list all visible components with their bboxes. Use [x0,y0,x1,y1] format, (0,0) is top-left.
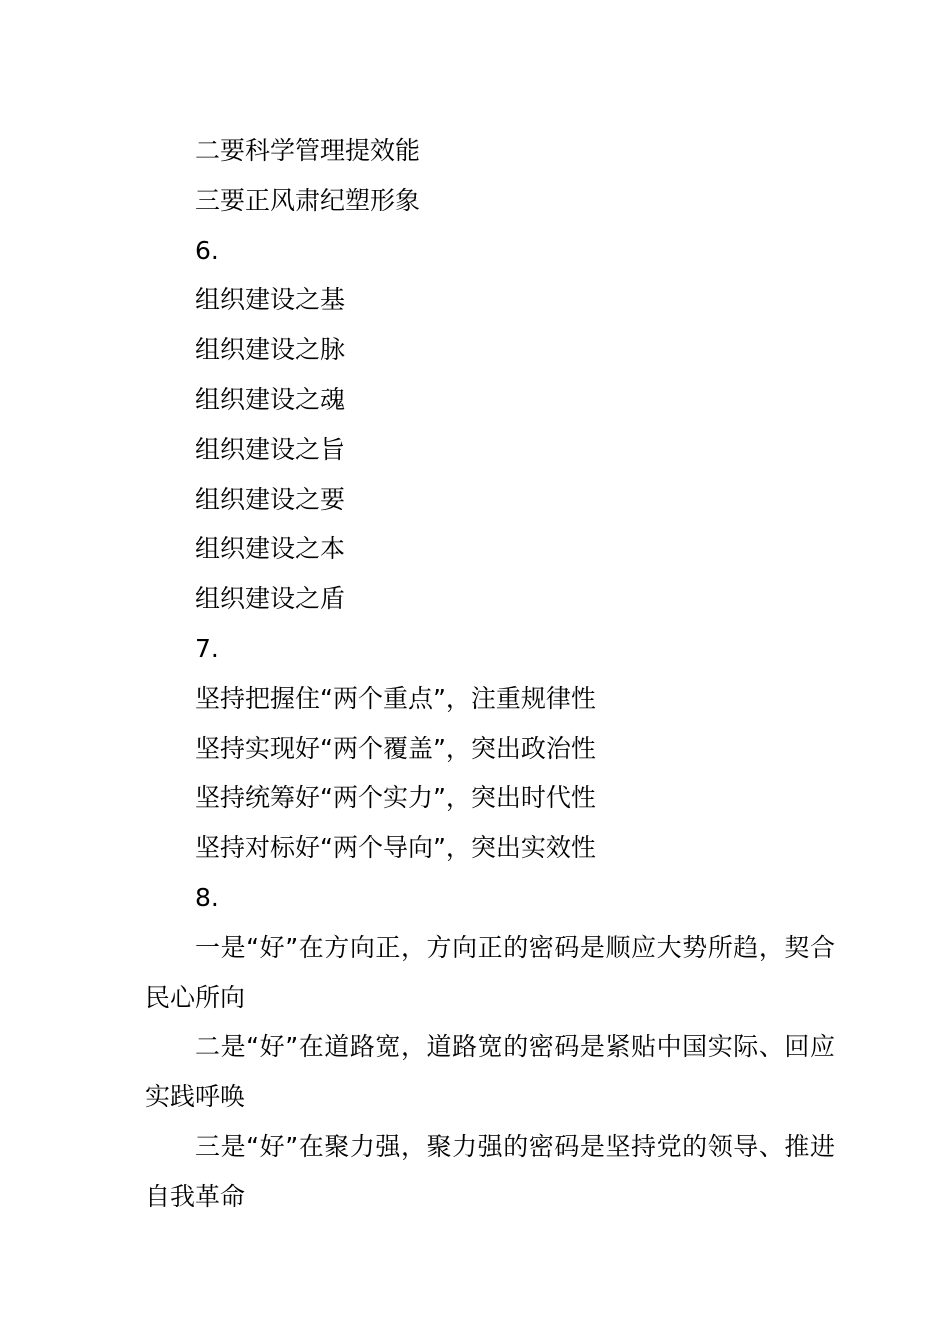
text-line: 坚持对标好“两个导向”，突出实效性 [195,833,596,863]
paragraph: 一是“好”在方向正，方向正的密码是顺应大势所趋，契合民心所向 [145,932,835,1012]
text-line: 组织建设之旨 [195,434,346,464]
text-line: 组织建设之要 [195,484,346,514]
section-number: 8. [195,882,219,912]
text-line: 坚持把握住“两个重点”，注重规律性 [195,683,596,713]
text-line: 组织建设之脉 [195,335,346,365]
document-body [145,126,835,1222]
text-line: 组织建设之基 [195,285,346,315]
text-line: 坚持实现好“两个覆盖”，突出政治性 [195,733,596,763]
text-line: 二要科学管理提效能 [195,136,421,165]
paragraph: 三是“好”在聚力强，聚力强的密码是坚持党的领导、推进自我革命 [145,1131,835,1211]
text-line: 三要正风肃纪塑形象 [195,185,421,215]
text-line: 组织建设之本 [195,534,346,564]
section-number: 7. [195,633,219,663]
text-line: 组织建设之魂 [195,384,346,414]
text-line: 坚持统筹好“两个实力”，突出时代性 [195,783,596,813]
text-line: 组织建设之盾 [195,584,346,614]
paragraph: 二是“好”在道路宽，道路宽的密码是紧贴中国实际、回应实践呼唤 [145,1032,835,1112]
section-number: 6. [195,235,219,265]
